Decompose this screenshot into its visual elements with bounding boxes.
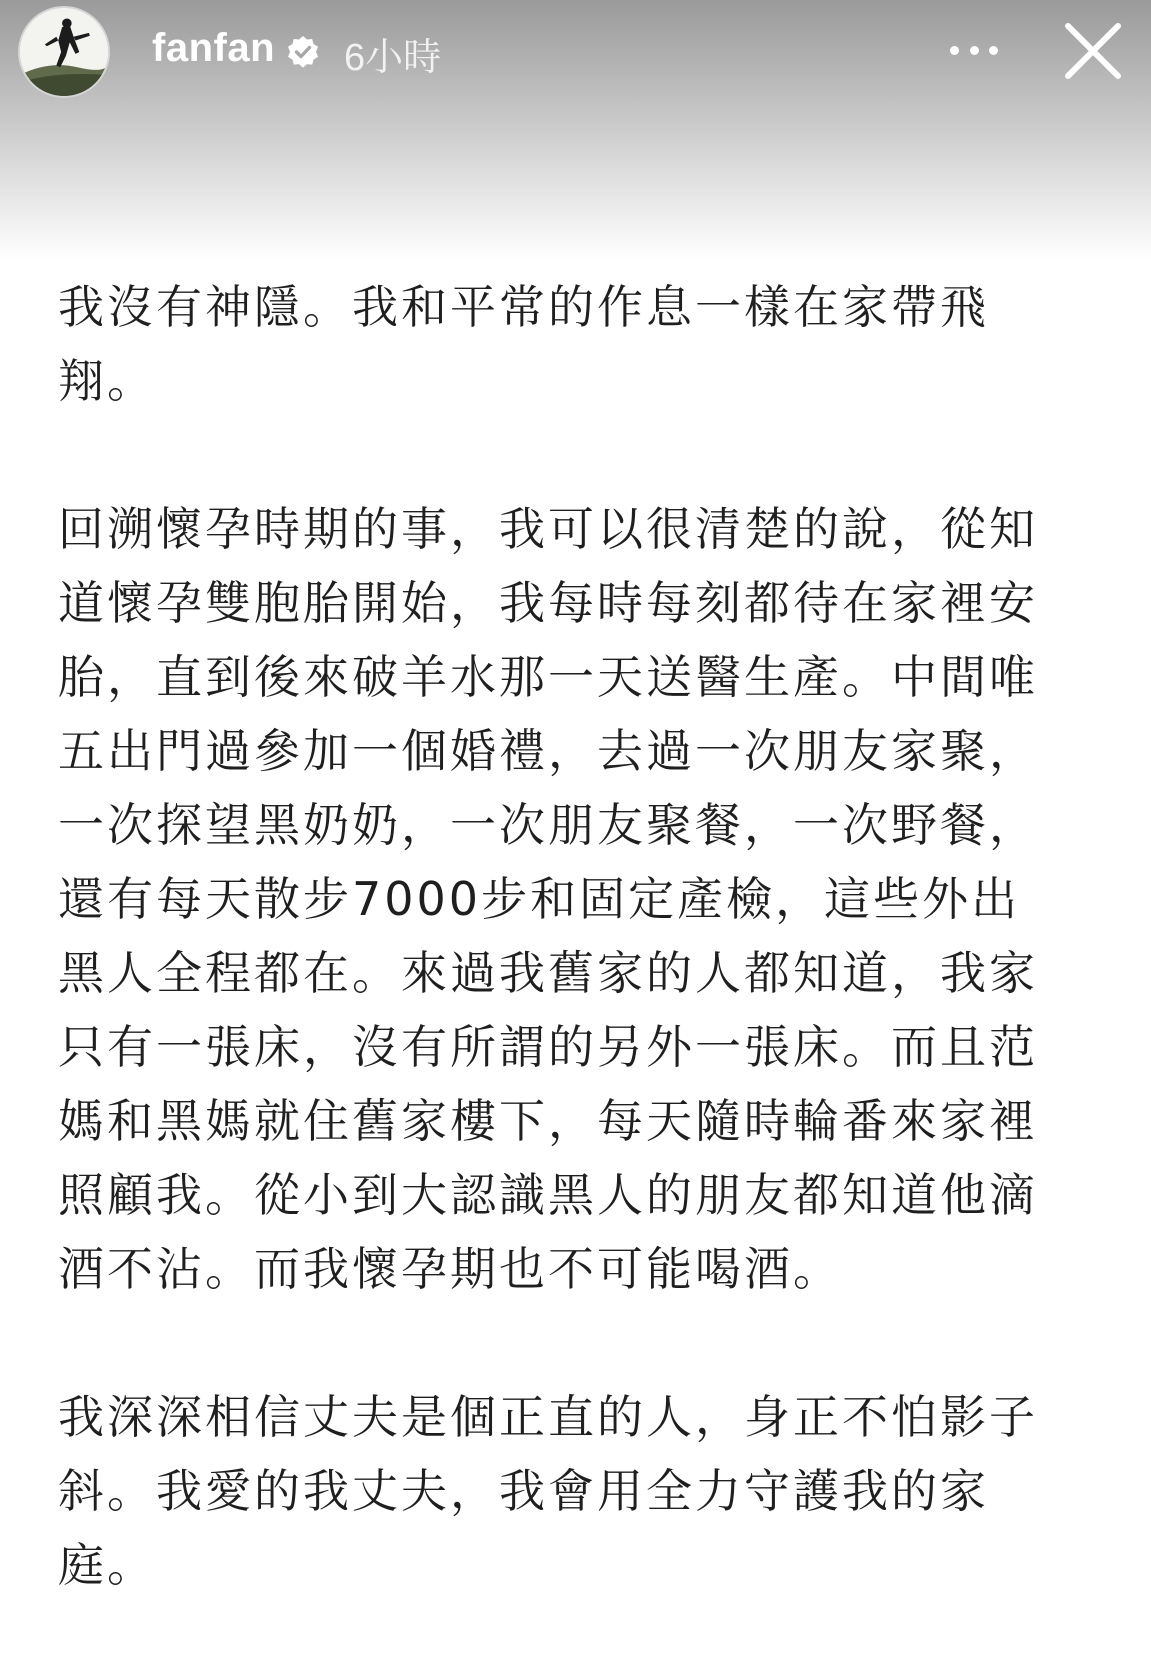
more-options-button[interactable] (946, 26, 1002, 74)
story-header (0, 0, 1151, 110)
more-dot (970, 46, 979, 55)
avatar[interactable] (18, 6, 110, 98)
more-dot (989, 46, 998, 55)
post-timestamp: 6小時 (344, 37, 442, 79)
verified-badge-icon (286, 35, 320, 69)
paragraph: 我深深相信丈夫是個正直的人，身正不怕影子斜。我愛的我丈夫，我會用全力守護我的家庭。 (58, 1390, 1038, 1592)
paragraph: 我沒有神隱。我和平常的作息一樣在家帶飛翔。 (58, 280, 989, 408)
paragraph: 回溯懷孕時期的事，我可以很清楚的說，從知道懷孕雙胞胎開始，我每時每刻都待在家裡安胎，直到後來破羊水那一天送醫生產。中間唯五出門過參加一個婚禮，去過一次朋友家聚，一次探望黑奶奶，一次朋友聚餐，一次野餐，還有每天散步7000步和固定產檢，這些外出黑人全程都在。來過我舊家的人都知道，我家只有一張床，沒有所謂的另外一張床。而且范媽和黑媽就住舊家樓下，每天隨時輪番來家裡照顧我。從小到大認識黑人的朋友都知道他滴酒不沾。而我懷孕期也不可能喝酒。 (58, 502, 1038, 1296)
more-horizontal-icon (950, 46, 959, 55)
avatar-image (20, 8, 108, 96)
close-icon (1060, 18, 1126, 84)
username[interactable]: fanfan (152, 26, 275, 70)
story-post-text (58, 270, 1068, 1602)
close-button[interactable] (1060, 18, 1126, 84)
